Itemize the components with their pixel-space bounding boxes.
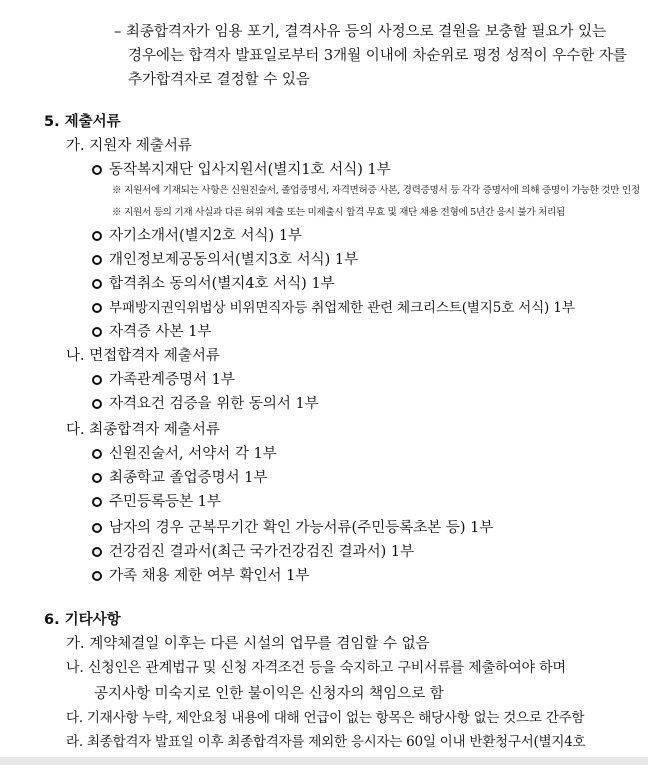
notice-text: 최종합격자가 임용 포기, 결격사유 등의 사정으로 결원을 보충할 필요가 있는 <box>125 24 607 40</box>
notice-line-2: 경우에는 합격자 발표일로부터 3개월 이내에 차순위로 평정 성적이 우수한 자를 <box>128 48 627 64</box>
circle-bullet-icon <box>92 327 102 337</box>
other-item-c: 다. 기재사항 누락, 제안요청 내용에 대해 언급이 없는 항목은 해당사항 없는 것으로 간주함 <box>66 710 585 726</box>
list-item: 가족 채용 제한 여부 확인서 1부 <box>92 566 309 586</box>
dash-bullet: – <box>114 24 122 40</box>
circle-bullet-icon <box>92 279 102 289</box>
list-item: 주민등록등본 1부 <box>92 492 221 512</box>
circle-bullet-icon <box>92 473 102 483</box>
note-line-2: ※ 지원서 등의 기재 사실과 다른 허위 제출 또는 미제출시 합격 무효 및 재단 채용 전형에 5년간 응시 불가 처리됨 <box>112 207 565 218</box>
list-item: 신원진술서, 서약서 각 1부 <box>92 444 277 464</box>
list-item: 자격요건 검증을 위한 동의서 1부 <box>92 394 319 414</box>
circle-bullet-icon <box>92 497 102 507</box>
circle-bullet-icon <box>92 231 102 241</box>
notice-line-1 <box>114 22 606 42</box>
list-item: 가족관계증명서 1부 <box>92 370 235 390</box>
list-item: 개인정보제공동의서(별지3호 서식) 1부 <box>92 250 358 270</box>
note-line-1: ※ 지원서에 기재되는 사항은 신원진술서, 졸업증명서, 자격면허증 사본, 경력증명서 등 각각 증명서에 의해 증명이 가능한 것만 인정 <box>112 185 640 196</box>
circle-bullet-icon <box>92 399 102 409</box>
list-item: 자기소개서(별지2호 서식) 1부 <box>92 226 302 246</box>
circle-bullet-icon <box>92 547 102 557</box>
page-bottom-band <box>0 757 648 765</box>
subsection-b-label: 나. 면접합격자 제출서류 <box>66 348 220 364</box>
list-item: 합격취소 동의서(별지4호 서식) 1부 <box>92 274 335 294</box>
circle-bullet-icon <box>92 523 102 533</box>
list-item: 건강검진 결과서(최근 국가건강검진 결과서) 1부 <box>92 542 414 562</box>
circle-bullet-icon <box>92 449 102 459</box>
list-item: 동작복지재단 입사지원서(별지1호 서식) 1부 <box>92 160 391 180</box>
section-6-title: 6. 기타사항 <box>44 612 121 628</box>
other-item-d: 라. 최종합격자 발표일 이후 최종합격자를 제외한 응시자는 60일 이내 반환청구서(별지4호 <box>66 734 586 750</box>
other-item-a: 가. 계약체결일 이후는 다른 시설의 업무를 겸임할 수 없음 <box>66 636 430 652</box>
list-item: 자격증 사본 1부 <box>92 322 212 342</box>
subsection-a-label: 가. 지원자 제출서류 <box>66 138 192 154</box>
notice-line-3: 추가합격자로 결정할 수 있음 <box>128 72 310 88</box>
list-item: 부패방지권익위법상 비위면직자등 취업제한 관련 체크리스트(별지5호 서식) 1부 <box>92 298 575 318</box>
circle-bullet-icon <box>92 571 102 581</box>
section-5-title: 5. 제출서류 <box>44 114 121 130</box>
circle-bullet-icon <box>92 255 102 265</box>
list-item: 최종학교 졸업증명서 1부 <box>92 468 268 488</box>
subsection-c-label: 다. 최종합격자 제출서류 <box>66 422 220 438</box>
circle-bullet-icon <box>92 375 102 385</box>
list-item: 남자의 경우 군복무기간 확인 가능서류(주민등록초본 등) 1부 <box>92 518 493 538</box>
other-item-b-continued: 공지사항 미숙지로 인한 불이익은 신청자의 책임으로 함 <box>94 686 444 702</box>
other-item-b: 나. 신청인은 관계법규 및 신청 자격조건 등을 숙지하고 구비서류를 제출하여야 하며 <box>66 660 566 676</box>
circle-bullet-icon <box>92 303 102 313</box>
circle-bullet-icon <box>92 165 102 175</box>
